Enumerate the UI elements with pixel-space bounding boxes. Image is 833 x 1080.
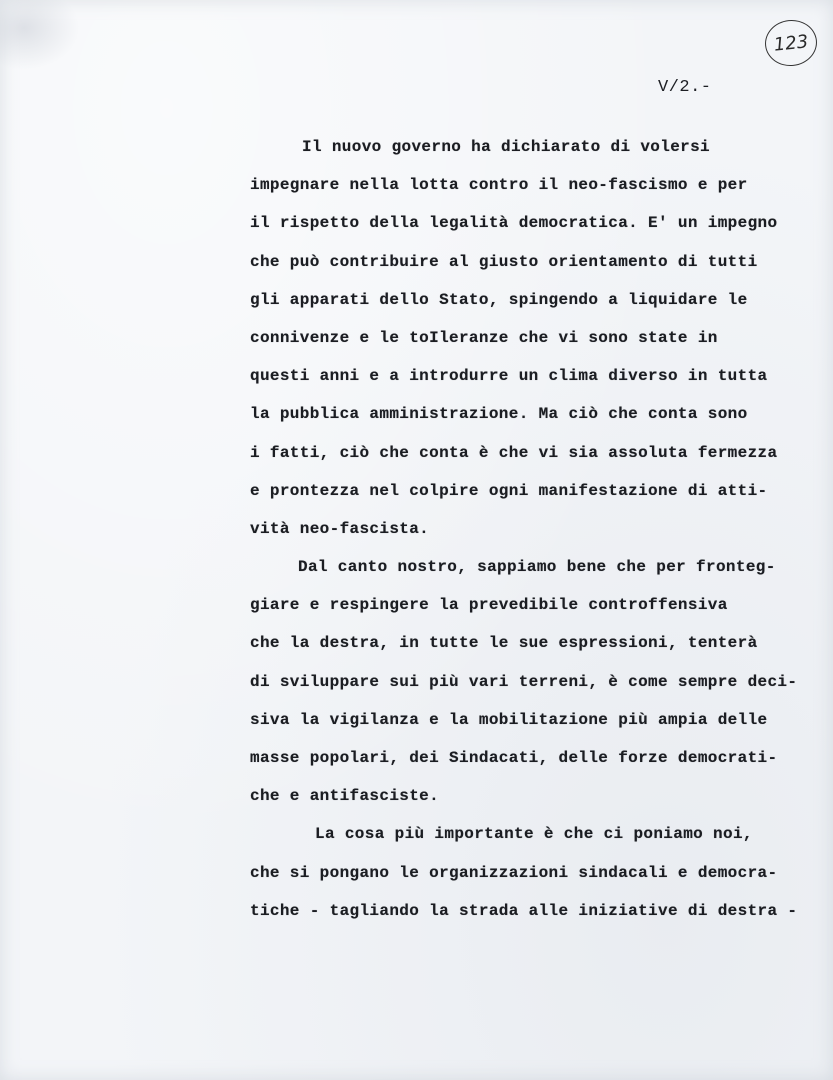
text-line: che la destra, in tutte le sue espressioni, tenterà (250, 634, 758, 653)
text-line: tiche - tagliando la strada alle iniziative di destra - (250, 901, 798, 920)
text-line: connivenze e le toIleranze che vi sono state in (250, 328, 718, 347)
text-line: la pubblica amministrazione. Ma ciò che conta sono (250, 405, 748, 424)
text-line: vità neo-fascista. (250, 519, 430, 538)
text-line: il rispetto della legalità democratica. E' un impegno (250, 214, 778, 233)
typewritten-text (250, 132, 810, 934)
page-number: V/2.- (658, 78, 712, 97)
text-line: siva la vigilanza e la mobilitazione più ampia delle (250, 710, 768, 729)
text-line: e prontezza nel colpire ogni manifestazione di atti- (250, 481, 768, 500)
text-line: impegnare nella lotta contro il neo-fascismo e per (250, 176, 748, 195)
text-line: che e antifasciste. (250, 787, 440, 806)
text-line: masse popolari, dei Sindacati, delle forze democrati- (250, 749, 778, 767)
text-line: Il nuovo governo ha dichiarato di volersi (302, 138, 711, 156)
text-line: che può contribuire al giusto orientamento di tutti (250, 252, 758, 271)
text-line: giare e respingere la prevedibile controffensiva (250, 596, 728, 615)
text-line: i fatti, ciò che conta è che vi sia assoluta fermezza (250, 443, 778, 462)
seal-number: 123 (772, 30, 810, 56)
text-line: che si pongano le organizzazioni sindacali e democra- (250, 863, 778, 882)
text-line: Dal canto nostro, sappiamo bene che per fronteg- (298, 558, 776, 577)
text-line: La cosa più importante è che ci poniamo noi, (315, 825, 753, 844)
page-smudge (0, 0, 80, 70)
text-line: questi anni e a introdurre un clima diverso in tutta (250, 367, 768, 386)
archive-seal (763, 17, 820, 68)
text-line: gli apparati dello Stato, spingendo a liquidare le (250, 290, 748, 309)
text-line: di sviluppare sui più vari terreni, è come sempre deci- (250, 672, 798, 691)
